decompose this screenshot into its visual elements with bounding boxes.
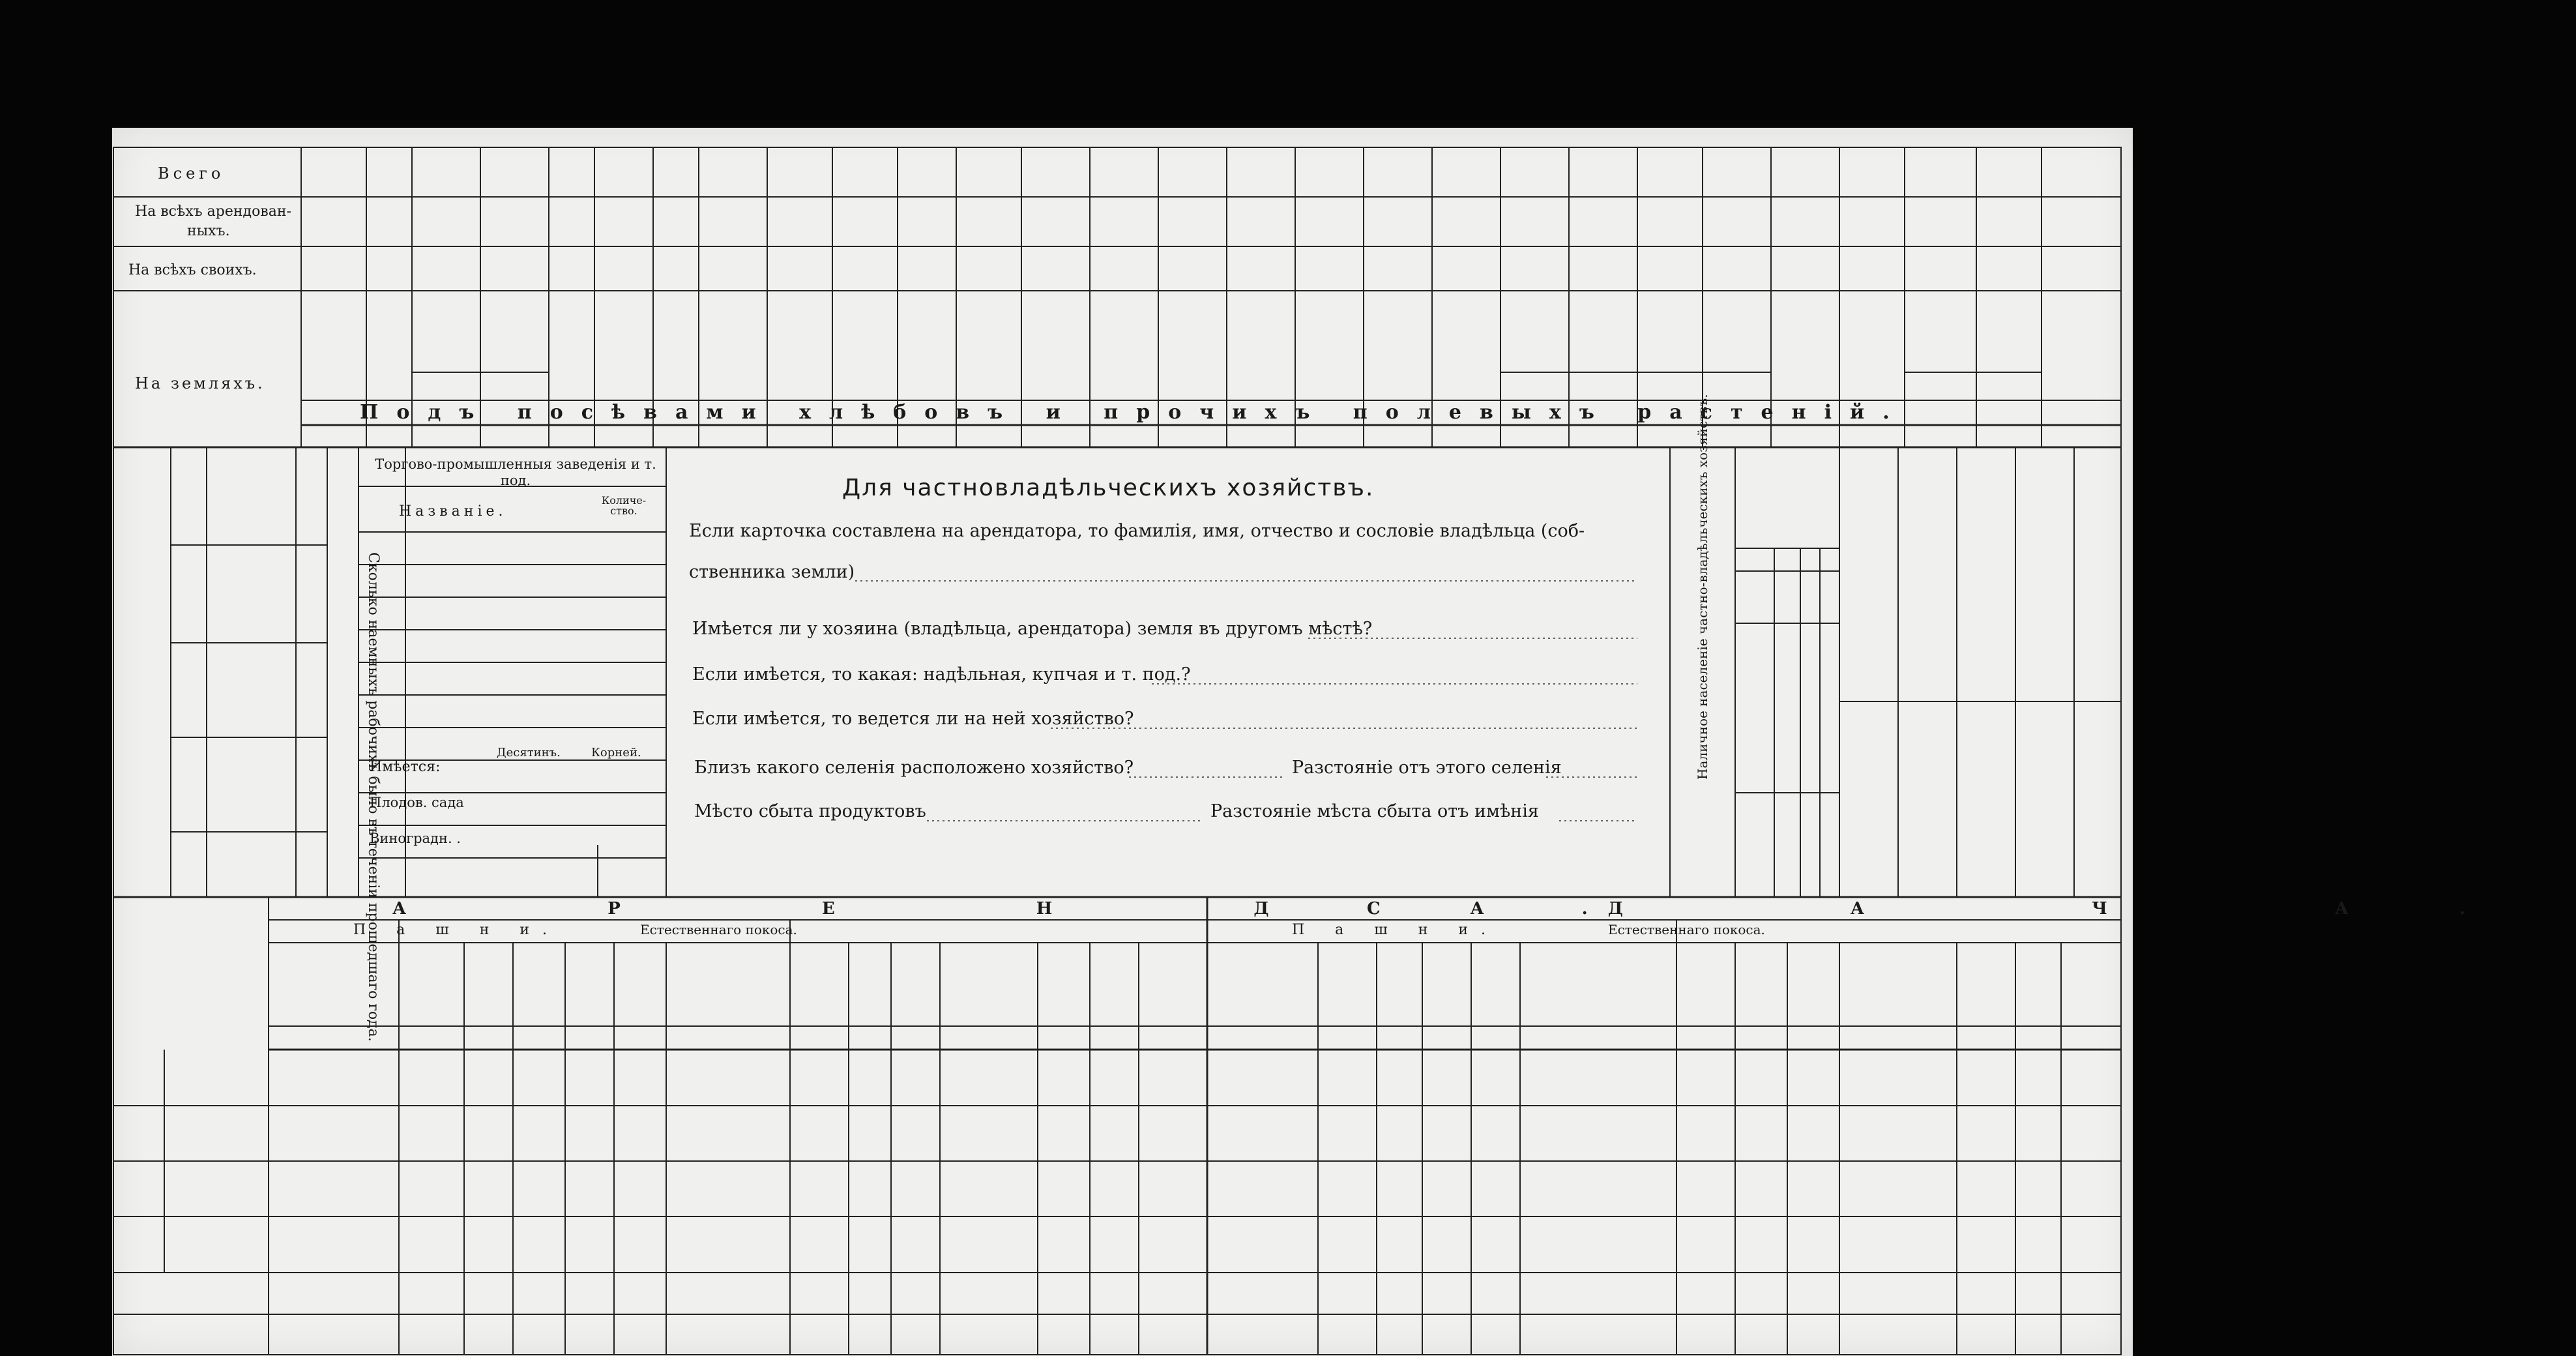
census-card	[112, 128, 2576, 1356]
private-line-6: Близъ какого селенія расположено хозяйство?	[694, 758, 1134, 778]
fill-in-dotted-lines	[112, 128, 2133, 1356]
sdacha-title: С Д А Ч А.	[1367, 899, 2576, 919]
banner-sown: Подъ посѣвами хлѣбовъ и прочихъ полевыхъ растеній.	[360, 401, 1908, 424]
private-line-5: Если имѣется, то ведется ли на ней хозяйство?	[692, 709, 1134, 729]
population-caption: Наличное населеніе частно-владѣльческихъ хозяйствъ.	[1695, 394, 1710, 780]
desyatin-header: Десятинъ.	[497, 746, 561, 759]
row-label-rented-cont: ныхъ.	[187, 223, 230, 239]
arenda-pokos: Естественнаго покоса.	[640, 922, 797, 937]
private-line-1: Если карточка составлена на арендатора, то фамилія, имя, отчество и сословіе владѣльца (соб-	[689, 521, 1585, 541]
private-line-2: ственника земли)	[689, 562, 855, 582]
private-line-3: Имѣется ли у хозяина (владѣльца, арендатора) земля въ другомъ мѣстѣ?	[692, 619, 1373, 639]
workers-caption: Сколько наемныхъ рабочихъ было въ теченіи прошедшаго года.	[365, 552, 381, 1042]
private-line-7: Разстояніе отъ этого селенія	[1292, 758, 1562, 778]
korney-header: Корней.	[591, 746, 641, 759]
sdacha-pokos: Естественнаго покоса.	[1608, 922, 1765, 937]
arenda-pashni: П а ш н и.	[353, 922, 561, 938]
private-line-4: Если имѣется, то какая: надѣльная, купчая и т. под.?	[692, 664, 1191, 685]
row-label-rented: На всѣхъ арендован-	[135, 203, 291, 220]
arenda-title: А Р Е Н Д А.	[392, 899, 1686, 919]
vineyard-label: Виноградн. .	[370, 831, 461, 846]
trade-title: Торгово-промышленныя заведенія и т. под.	[375, 456, 656, 489]
has-label: Имѣется:	[370, 759, 441, 775]
row-label-own: На всѣхъ своихъ.	[128, 262, 257, 278]
private-title: Для частновладѣльческихъ хозяйствъ.	[842, 475, 1375, 501]
sdacha-pashni: П а ш н и.	[1292, 922, 1499, 938]
private-line-8: Мѣсто сбыта продуктовъ	[694, 801, 926, 821]
private-line-9: Разстояніе мѣста сбыта отъ имѣнія	[1210, 801, 1539, 821]
orchard-label: Плодов. сада	[370, 795, 464, 810]
row-label-total: Всего	[158, 164, 225, 183]
trade-name-header: Названіе.	[399, 503, 507, 520]
trade-qty-header: Количе-ство.	[601, 494, 647, 517]
row-label-on-lands: На земляхъ.	[135, 374, 265, 392]
